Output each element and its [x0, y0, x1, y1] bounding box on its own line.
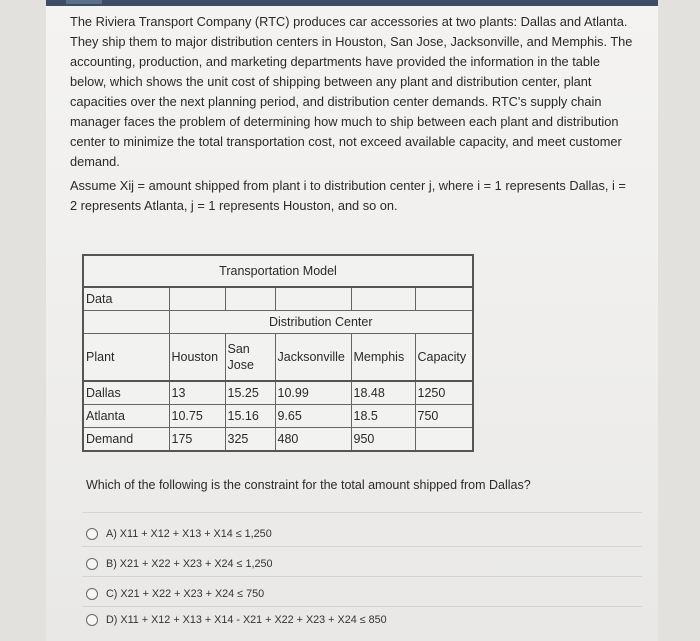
table-row [83, 381, 473, 405]
intro-line: They ship them to major distribution centers in Houston, San Jose, Jacksonville, and Memphis. The [70, 34, 633, 49]
intro-line: demand. [70, 154, 120, 169]
divider [82, 606, 642, 607]
table-group-header: Distribution Center [169, 311, 473, 334]
table-cell: Demand [83, 428, 169, 452]
table-cell [225, 287, 275, 311]
top-nav-bar [46, 0, 658, 6]
table-header: San Jose [225, 334, 275, 382]
table-cell: 9.65 [275, 405, 351, 428]
intro-line: The Riviera Transport Company (RTC) produces car accessories at two plants: Dallas and Atlanta. [70, 14, 628, 29]
table-cell: 950 [351, 428, 415, 452]
answer-option-c[interactable] [86, 588, 264, 600]
intro-line: manager faces the problem of determining how much to ship between each plant and distribution [70, 114, 619, 129]
top-nav-accent [66, 0, 102, 4]
table-cell [415, 287, 473, 311]
question-text: Which of the following is the constraint for the total amount shipped from Dallas? [86, 478, 531, 492]
table-cell [415, 428, 473, 452]
table-cell: 175 [169, 428, 225, 452]
table-cell: 15.16 [225, 405, 275, 428]
table-cell: 18.5 [351, 405, 415, 428]
option-label: C) X21 + X22 + X23 + X24 ≤ 750 [106, 588, 265, 600]
table-row [83, 428, 473, 452]
table-cell [351, 287, 415, 311]
table-data-label: Data [83, 287, 169, 311]
table-header: Houston [169, 334, 225, 382]
transportation-table [82, 254, 474, 452]
option-label: A) X11 + X12 + X13 + X14 ≤ 1,250 [106, 528, 272, 540]
table-cell: 10.75 [169, 405, 225, 428]
table-cell [275, 287, 351, 311]
table-cell: 750 [415, 405, 473, 428]
answer-option-b[interactable] [86, 558, 273, 570]
problem-description [70, 12, 640, 172]
assume-line: Assume Xij = amount shipped from plant i to distribution center j, where i = 1 represents Dallas, i = [70, 178, 626, 193]
table-cell: 325 [225, 428, 275, 452]
answer-option-a[interactable] [86, 528, 272, 540]
divider [82, 512, 642, 513]
radio-button[interactable] [86, 588, 98, 600]
divider [82, 546, 642, 547]
radio-button[interactable] [86, 528, 98, 540]
table-cell: 1250 [415, 381, 473, 405]
table-cell: 18.48 [351, 381, 415, 405]
divider [82, 576, 642, 577]
option-label: D) X11 + X12 + X13 + X14 - X21 + X22 + X23 + X24 ≤ 850 [106, 614, 387, 626]
table-title: Transportation Model [83, 255, 473, 287]
intro-line: accounting, production, and marketing departments have provided the information in the table [70, 54, 600, 69]
table-cell: 480 [275, 428, 351, 452]
table-cell: 13 [169, 381, 225, 405]
table-cell: Dallas [83, 381, 169, 405]
table-cell: Atlanta [83, 405, 169, 428]
radio-button[interactable] [86, 614, 98, 626]
table-header: Jacksonville [275, 334, 351, 382]
assume-line: 2 represents Atlanta, j = 1 represents Houston, and so on. [70, 198, 398, 213]
table-header: Memphis [351, 334, 415, 382]
table-header: Capacity [415, 334, 473, 382]
variable-definition [70, 176, 640, 216]
option-label: B) X21 + X22 + X23 + X24 ≤ 1,250 [106, 558, 273, 570]
answer-option-d[interactable] [86, 614, 387, 626]
intro-line: below, which shows the unit cost of shipping between any plant and distribution center, plant [70, 74, 592, 89]
table-cell [169, 287, 225, 311]
table-cell: 15.25 [225, 381, 275, 405]
table-cell: 10.99 [275, 381, 351, 405]
table-header: Plant [83, 334, 169, 382]
radio-button[interactable] [86, 558, 98, 570]
table-row [83, 405, 473, 428]
intro-line: capacities over the next planning period, and distribution center demands. RTC's supply chain [70, 94, 602, 109]
table-cell [83, 311, 169, 334]
intro-line: center to minimize the total transportation cost, not exceed available capacity, and meet customer [70, 134, 622, 149]
question-page [46, 0, 658, 641]
